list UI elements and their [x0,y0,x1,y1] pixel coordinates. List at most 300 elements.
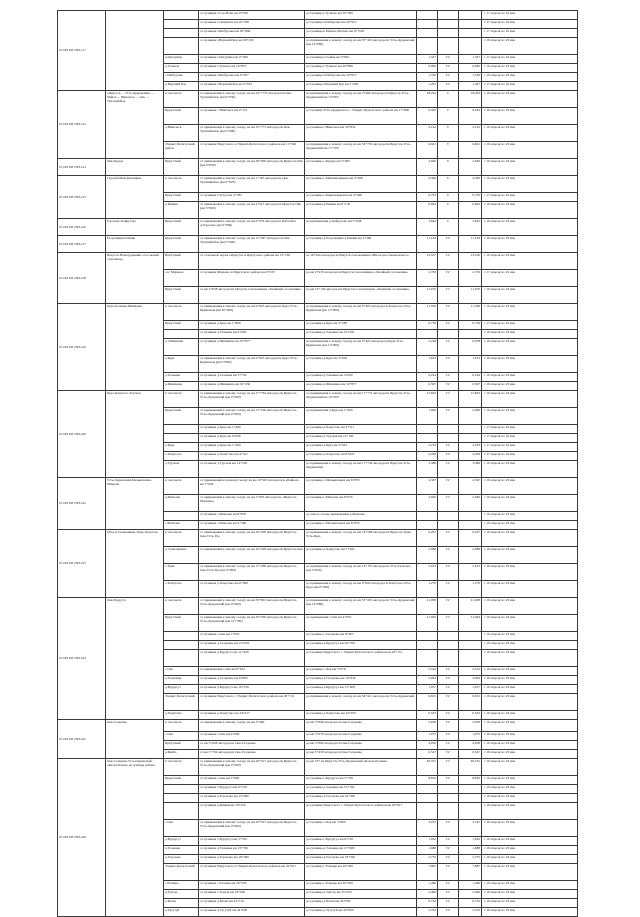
restriction-period: с 19 апреля по 18 мая [482,899,578,908]
restriction-period: с 19 апреля по 18 мая [482,776,578,785]
restriction-period: с 19 апреля по 18 мая [482,785,578,794]
segment-length: 9,815 [417,694,438,711]
road-name [106,11,164,91]
restriction-period: с 19 апреля по 18 мая [482,890,578,899]
road-category: IV [438,495,459,512]
segment-start: от примыкания к левому съезду на км 3+460 [199,720,305,732]
restriction-period: с 17 апреля по 16 мая [482,11,578,20]
segment-area: с.Еланцы [164,881,199,890]
restriction-period: с 19 апреля по 18 мая [482,219,578,236]
restriction-period: с 19 апреля по 18 мая [482,650,578,667]
segment-end: до примыкания к левому съезду на км 16+208 автодороги Иркутск-Урик-Усть-Куда [305,530,417,547]
restriction-period: с 19 апреля по 18 мая [482,330,578,339]
segment-start: от границы д.Тугутуй км 44+650 [199,908,305,917]
segment-area: д.Шишкина [164,382,199,391]
segment-area: с.Урик [164,564,199,581]
restriction-period: с 17 апреля по 16 мая [482,20,578,29]
restricted-length: 18,203 [459,91,482,108]
segment-start: от примыкания к левому съезду на км 16+208 автодороги Иркутск-Оек [199,547,305,564]
road-category [438,641,459,650]
road-category [438,512,459,521]
segment-area: с.Оек [164,667,199,676]
restricted-length: 0,663 [459,202,482,219]
restricted-length: 0,082 [459,64,482,73]
table-row [58,530,578,547]
restriction-period: с 19 апреля по 18 мая [482,803,578,820]
segment-length: 1,466 [417,881,438,890]
segment-area [164,785,199,794]
segment-start: от границы д.Куда км 0+000 [199,434,305,443]
road-registry-number: 25 ОП МЗ 25Н-212 [58,91,106,159]
segment-start: от границы д.Турская км 14+100 [199,461,305,478]
segment-area [164,11,199,20]
restricted-length: 2,490 [459,890,482,899]
restriction-period: с 17 апреля по 16 мая [482,452,578,461]
segment-length [417,650,438,667]
road-category [438,803,459,820]
segment-end: до примыкания д.Куда км 1+400 [305,408,417,425]
restriction-period: с 19 апреля по 18 мая [482,108,578,125]
segment-length [417,29,438,38]
segment-end: до границы с.Бурдугуз км 6+150 [305,837,417,846]
segment-length [417,632,438,641]
road-category [438,425,459,434]
table-row [58,176,578,193]
road-category: IV [438,356,459,373]
road-category: IV [438,82,459,91]
restriction-period: с 19 апреля по 18 мая [482,581,578,598]
road-category: IV [438,321,459,330]
segment-length: 0,663 [417,202,438,219]
segment-start: от границы д.Горохово км 16+300 [199,855,305,864]
segment-length [417,785,438,794]
restricted-length [459,330,482,339]
segment-end: до границы д.Тальяны км 10+450 [305,330,417,339]
segment-start: от границы с.Мамоны км 5+360 [199,521,305,530]
segment-end: до км 5+459 автодороги Оек-Галдеевы [305,750,417,759]
segment-area: Иркутский [164,219,199,236]
restricted-length [459,425,482,434]
segment-area: Иркутский [164,408,199,425]
restriction-period: с 19 апреля по 18 мая [482,38,578,55]
segment-area: д.Онгурёны [164,55,199,64]
segment-end: до примыкания к левому съезду на км 9+403 автодороги Хомутово-Усть-Кудинская (км 11+000) [305,304,417,321]
restricted-length: 2,940 [459,495,482,512]
segment-area: в том числе [164,530,199,547]
segment-start: от примыкания к левому съезду на км 33+803 автодороги Иркутск-Усть-Ордынский (км 0+000) [199,598,305,615]
road-category: IV [438,452,459,461]
road-category: IV [438,750,459,759]
segment-end: до примыкания с.Оек км 4+653 [305,615,417,632]
restricted-length: 3,642 [459,219,482,236]
restriction-table-sheet [57,10,577,917]
restricted-length [459,785,482,794]
road-name: Иркутск-Новогрудинино «Сосновый стоплинар» [106,253,164,304]
segment-end: до границы г.Тучково км 50+500 [305,11,417,20]
road-restriction-table [57,10,578,917]
road-category [438,11,459,20]
road-category: IV [438,478,459,495]
restriction-period: с 19 апреля по 18 мая [482,641,578,650]
segment-end: до границы с.Еланцы км 30+950 [305,881,417,890]
restricted-length: 1,932 [459,837,482,846]
restriction-period: с 19 апреля по 18 мая [482,720,578,732]
restriction-period: с 17 апреля по 16 мая [482,321,578,330]
segment-start: от км 3+628 автодороги Оек-Галдеевы [199,741,305,750]
road-category: V [438,142,459,159]
segment-start: от границы с.Оек км 7+955 [199,632,305,641]
restricted-length: 0,597 [459,382,482,391]
segment-end: до км 557 на Иркутск-Усть-Ордынский «Бохан-Олонки» [305,759,417,776]
restriction-period: с 19 апреля по 18 мая [482,750,578,759]
restricted-length: 0,553 [459,711,482,720]
road-category [438,632,459,641]
road-category: IV [438,855,459,864]
segment-end: до границы д.Хомутово км 34+970 [305,711,417,720]
segment-length: 11,559 [417,304,438,321]
restriction-period: с 19 апреля по 18 мая [482,685,578,694]
restriction-period: с 19 апреля по 18 мая [482,547,578,564]
segment-area: д. Грановщина [164,547,199,564]
segment-length: 2,088 [417,547,438,564]
segment-end: до границы д.Куда км 3+188 [305,321,417,330]
segment-start: от границы д.Куда км 1+400 [199,443,305,452]
segment-start: от примыкания к левому съезду на км 221+735 автодороги Оек-Урлапайнбок (км 6+030) [199,91,305,108]
segment-end: до границы с.Кирильцевская км 4+368 [305,193,417,202]
restriction-period: с 17 апреля по 16 мая [482,82,578,91]
road-name: Объезд Грановщина-Урик-Хомутово [106,530,164,598]
road-category: V [438,159,459,176]
road-registry-number: 25 ОП МЗ 25Н-223 [58,530,106,598]
segment-start: от границы с.Еланцы км 29+500 [199,881,305,890]
restriction-period: с 19 апреля по 18 мая [482,732,578,741]
road-category: IV [438,443,459,452]
segment-length: 4,036 [417,741,438,750]
road-category: IV [438,73,459,82]
segment-start: от границы с.Зунгар км 33+020 [199,890,305,899]
segment-end: до левого съезда примыкания д.Мамоны [305,512,417,521]
road-name: Гадалей-Максимовщина [106,176,164,219]
segment-length: 2,142 [417,125,438,142]
segment-length: 5,658 [417,720,438,732]
segment-start: от границы д.Горохово км 15+900 [199,794,305,803]
segment-length: 5,913 [417,564,438,581]
segment-area: Иркутский [164,741,199,750]
restriction-period: с 19 апреля по 18 мая [482,356,578,373]
road-category: IV [438,890,459,899]
segment-length: 1,932 [417,837,438,846]
segment-start: от границы д.Тальяны км 3+756 [199,373,305,382]
restricted-length [459,632,482,641]
restriction-period: с 17 апреля по 16 мая [482,434,578,443]
road-category: IV [438,564,459,581]
segment-area [164,512,199,521]
segment-end: до границы с.Мамоны км 6+970 [305,495,417,512]
segment-area: д.Ревяки [164,202,199,219]
segment-length: 1,057 [417,685,438,694]
segment-length: 1,075 [417,732,438,741]
road-category [438,20,459,29]
segment-end: до границы д.Зунгар км 35+020 [305,890,417,899]
segment-end: до границы д.Бурдугуз км 20+356 [305,641,417,650]
segment-start: от примыкания к левому съезду на км 16+208 автодороги Иркутск-Оек-Усть-Уда [199,530,305,547]
segment-area: д.Бамба [164,750,199,759]
segment-area: д.Тугутуй [164,908,199,917]
restriction-period: с 17 апреля по 16 мая [482,425,578,434]
segment-start: от границы Иркутского с Эхирит-Булагатского района км 20+151 [199,694,305,711]
road-category: IV [438,373,459,382]
segment-end: до границы с.Мельничанка км 6+870 [305,478,417,495]
table-row [58,720,578,732]
segment-end: до примыкания к левому съезду на км 17+744 автодороги Иркутск-Усть-Ордынский [305,461,417,478]
restricted-length: 14,536 [459,253,482,270]
segment-area: с.Хомутово [164,452,199,461]
segment-start: от границы д.Бурдугуз км 11+409 [199,650,305,667]
road-category: IV [438,864,459,881]
segment-end: до границы с.Мельничанка км 6+870 [305,521,417,530]
restriction-period: с 17 апреля по 16 мая [482,193,578,202]
restricted-length: 1,466 [459,881,482,890]
segment-end: до границы д.Хомутово км 1+504 [305,547,417,564]
segment-area: д. Шишкина [164,339,199,356]
segment-length [417,794,438,803]
segment-area: в том числе [164,304,199,321]
segment-start: от примыкания к правому съезду на км 10+023 автодороги «Байкал» км 1+950 [199,478,305,495]
segment-end: до границы д.Бурдугуз км 11+409 [305,685,417,694]
road-registry-number: 25 ОП МЗ 25Н-224 [58,598,106,720]
segment-end: до границы д.Горохово км 16+300 [305,794,417,803]
segment-area: д.Горохово [164,855,199,864]
segment-area: д.Тухкеле [164,64,199,73]
restriction-period: с 19 апреля по 18 мая [482,373,578,382]
segment-length [417,803,438,820]
segment-length: 1,556 [417,73,438,82]
road-category: IV [438,615,459,632]
restriction-period: с 17 апреля по 16 мая [482,55,578,64]
segment-length: 0,597 [417,382,438,391]
segment-start: от границы с.Оек км 3+800 [199,776,305,785]
road-name: Куда-Тальяны-Шишкина [106,304,164,391]
restricted-length: 46,761 [459,759,482,776]
segment-length: 7,887 [417,864,438,881]
segment-length: 0,553 [417,711,438,720]
segment-end: до границы д.Турская км 14+100 [305,434,417,443]
restricted-length [459,434,482,443]
restriction-period: с 19 апреля по 18 мая [482,391,578,408]
segment-end: до км 3+669 автодороги Оек-Галдеевы [305,741,417,750]
restriction-period: с 19 апреля по 18 мая [482,236,578,253]
segment-start: от примыкания с.Оек км 0+653 [199,667,305,676]
restricted-length: 4,399 [459,176,482,193]
road-category: IV [438,382,459,391]
segment-length [417,521,438,530]
road-category [438,330,459,339]
table-row [58,478,578,495]
restriction-period: с 19 апреля по 18 мая [482,855,578,864]
segment-end: до км 3+699 автодороги Оек-Галдеевы [305,720,417,732]
road-category [438,794,459,803]
segment-start: от границы г.Тухкеле км 10+857 [199,64,305,73]
segment-start: от границы д.Куда км 1+809 [199,321,305,330]
restricted-length: 2,946 [459,159,482,176]
road-name: Оёк-Кудара [106,159,164,176]
road-category: IV [438,711,459,720]
segment-start: от примыкания к левому съезду на км 0+379 автодороги Бабагай в д.Горохово (км 0+000) [199,219,305,236]
segment-length [417,38,438,55]
segment-end: до границы д.Тугутуй км 44+900 [305,908,417,917]
road-name: Оек-Галдеевы [106,720,164,759]
restricted-length: 0,078 [459,339,482,356]
segment-start: от примыкания к левому съезду на км 20+617 автодороги Иркутск-Усть-Ордынский (км 0+000) [199,759,305,776]
segment-end: до границы Иркутского с Эхирит-Булагатского районов км 20+617 [305,803,417,820]
restricted-length: 2,763 [459,270,482,287]
segment-start: от границы с Никольск км 0+121 [199,108,305,125]
segment-start: от примыкания к левому съезду на км 29+000 автодороги Иркутск-Оёк (км 0+000) [199,159,305,176]
segment-area: д.Тальяны [164,846,199,855]
segment-length: 0,244 [417,373,438,382]
segment-start: от границы г.Сор-Номе км 0+569 [199,11,305,20]
road-name: Горохово-Хайрузово [106,219,164,236]
segment-area: д.Бурдугуз [164,837,199,846]
road-category: IV [438,530,459,547]
restriction-period: с 17 апреля по 16 мая [482,270,578,287]
table-row [58,253,578,270]
road-category: IV [438,676,459,685]
segment-area [164,641,199,650]
restricted-length: 11,184 [459,236,482,253]
restriction-period: с 17 апреля по 16 мая [482,443,578,452]
segment-area: с.Хомутово [164,581,199,598]
segment-start: от границы д.Тальяны км 4+000 [199,330,305,339]
segment-length: 0,703 [417,193,438,202]
segment-end: до границы д.Горохово км 18+320 [305,855,417,864]
segment-area: д.Хомутово [164,711,199,720]
segment-area [164,803,199,820]
segment-start: от границы д.Хомутово км 34+417 [199,711,305,720]
segment-start: от границы д.Бахан км 43+120 [199,899,305,908]
restriction-period: с 19 апреля по 18 мая [482,512,578,521]
segment-area: Иркутский [164,287,199,304]
restricted-length: 2,522 [459,667,482,676]
segment-start: от примыкания к левому съезду на км 17+100 автодороги Иркутск-Усть-Ордынский (км 0+000) [199,408,305,425]
road-registry-number: 25 ОП МЗ 25Н-225 [58,720,106,759]
segment-end: до границы с.Бурдугуз км 5+700 [305,776,417,785]
segment-end: до границы с.Еланцы км 29+500 [305,864,417,881]
road-category: IV [438,391,459,408]
restriction-period: с 19 апреля по 18 мая [482,759,578,776]
segment-area: в том числе [164,176,199,193]
segment-length: 1,270 [417,581,438,598]
road-category: V [438,125,459,142]
segment-length: 11,184 [417,236,438,253]
segment-area: в том числе [164,720,199,732]
segment-area: с.Оек [164,820,199,837]
segment-start: от границы г.Верхний Бор км 0+033 [199,82,305,91]
restriction-period: с 19 апреля по 18 мая [482,530,578,547]
segment-end: до границы д.Бахан км 44+650 [305,899,417,908]
segment-start: от границы д.Шишкина км 10+877 [199,339,305,356]
restriction-period: с 19 апреля по 18 мая [482,908,578,917]
restriction-period: с 19 апреля по 18 мая [482,598,578,615]
segment-length: 4,396 [417,176,438,193]
segment-length: 1,813 [417,356,438,373]
segment-end: до границы д.Ревяки км 0+150 [305,202,417,219]
segment-start: от границы с.Бурдугуз км 6+150 [199,785,305,794]
segment-length: 2,233 [417,443,438,452]
restriction-period: с 19 апреля по 18 мая [482,339,578,356]
segment-length: 6,601 [417,142,438,159]
segment-length: 14,537 [417,253,438,270]
segment-end: до границы в Бабино-Ногино км 97+020 [305,29,417,38]
restricted-length: 6,601 [459,142,482,159]
segment-area: Эхирит-Булагатский район [164,142,199,159]
segment-area: Иркутский [164,193,199,202]
segment-length: 21,008 [417,598,438,615]
segment-length [417,641,438,650]
segment-length: 2,094 [417,676,438,685]
segment-start: от границы д.Галдеевы км 10+620 [199,641,305,650]
road-registry-number: 25 ОП МЗ 25Н-218 [58,253,106,304]
road-registry-number: 25 ОП МЗ 25Н-214 [58,159,106,176]
segment-end: до границы с.Максимовщина км 4+368 [305,176,417,193]
segment-length: 4,367 [417,478,438,495]
segment-start: от границы с.Мамоны км 6+870 [199,512,305,521]
segment-area: с.Шабуровы [164,73,199,82]
segment-end: до примыкания к левому съезду на км 33+455 автодороги Усть-Ордынский (км 14+980) [305,598,417,615]
restricted-length: 5,913 [459,564,482,581]
restricted-length: 8,816 [459,776,482,785]
segment-start: от границы д.Тальяны км 13+700 [199,846,305,855]
restricted-length: 0,547 [459,750,482,759]
segment-length: 9,267 [417,530,438,547]
restriction-period: с 19 апреля по 18 мая [482,202,578,219]
segment-end: до примыкания к левому съезду на км 9+403 автодороги Куда-Усть-Кудинская (км 11+000) [305,339,417,356]
restriction-period: с 19 апреля по 18 мая [482,64,578,73]
road-category: V [438,108,459,125]
segment-end: до примыкания к левому съезду на км 56+750 автодороги Иркутск-Усть-Ордынский км 17+709 [305,142,417,159]
road-category: IV [438,720,459,732]
segment-start: от примыкания к левому съезду на км 11+997 автодороги Оёк-Урлапайнбок (км 0+000) [199,236,305,253]
segment-end: до границы Иркутского с Эхирит-Булагатского районов км 20+151 [305,650,417,667]
segment-start: от границы г.Верхний Бор км 66+100 [199,38,305,55]
segment-length [417,20,438,29]
segment-end: до примыкания к левому съезду на км 2+466 автодороги Иркутск-Усть-Ордынский км 15+603 [305,91,417,108]
restriction-period: с 19 апреля по 18 мая [482,495,578,512]
segment-end: до примыкания д.Хайрузово км 3+028 [305,219,417,236]
road-category: IV [438,547,459,564]
restricted-length: 5,658 [459,720,482,732]
restriction-period: с 19 апреля по 18 мая [482,73,578,82]
road-registry-number: 25 ОП МЗ 25Н-216 [58,219,106,236]
segment-start: от примыкания к левому съезду на км 17+764 автодороги Иркутск-Усть-Ордынский (км 0+000) [199,391,305,408]
segment-length: 0,732 [417,899,438,908]
segment-length [417,512,438,521]
segment-area: в том числе [164,391,199,408]
segment-end: до примыкания к левому съезду на км 67+416 автодороги Усть-Ордынский (км 14+660) [305,38,417,55]
segment-length: 8,816 [417,776,438,785]
segment-length: 2,940 [417,495,438,512]
segment-end: до км 12+136 автодороги Иркутск-Смоленщина «Хвойный сосновщик» [305,287,417,304]
restriction-period: с 19 апреля по 18 мая [482,667,578,676]
segment-end: до границы д.Хомутово км 4+511 [305,425,417,434]
segment-length: 2,755 [417,855,438,864]
restriction-period: с 19 апреля по 18 мая [482,382,578,391]
road-category: IV [438,846,459,855]
road-category [438,38,459,55]
road-category: IV [438,236,459,253]
restricted-length: 11,076 [459,287,482,304]
segment-start: от примыкания к левому съезду на км 1+187 автодороги Оек-Урлапайнбок (км 6+825) [199,176,305,193]
